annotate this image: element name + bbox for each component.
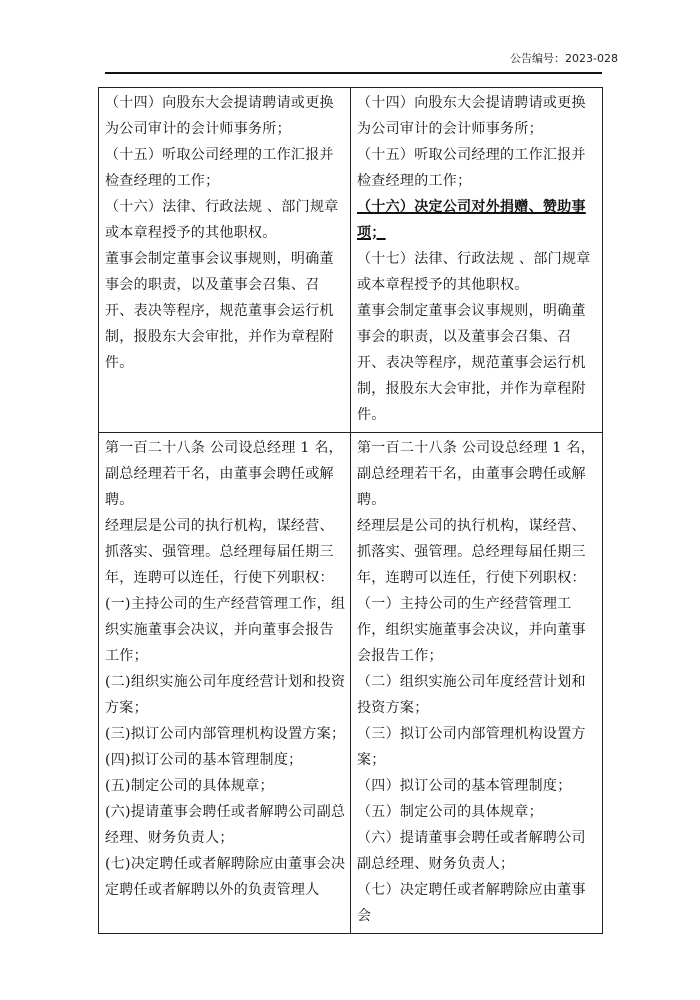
- power-6-revised: （六）提请董事会聘任或者解聘公司副总经理、财务负责人；: [357, 830, 586, 872]
- board-rules-paragraph-original: 董事会制定董事会议事规则，明确董事会的职责，以及董事会召集、召开、表决等程序，规范董事会运行机制，报股东大会审批，并作为章程附件。: [105, 251, 334, 371]
- management-paragraph-original: 经理层是公司的执行机构，谋经营、抓落实、强管理。总经理每届任期三年，连聘可以连任，行使下列职权：: [105, 518, 334, 586]
- power-4-revised: （四）拟订公司的基本管理制度；: [357, 778, 572, 794]
- power-6-original: (六)提请董事会聘任或者解聘公司副总经理、财务负责人；: [105, 804, 346, 846]
- table-row: [99, 88, 603, 433]
- power-3-original: (三)拟订公司内部管理机构设置方案；: [105, 726, 346, 742]
- power-5-revised: （五）制定公司的具体规章；: [357, 804, 543, 820]
- table-row: [99, 433, 603, 934]
- clause-17-revised: （十七）法律、行政法规 、部门规章或本章程授予的其他职权。: [357, 251, 591, 293]
- power-5-original: (五)制定公司的具体规章；: [105, 778, 274, 794]
- clause-14-original: （十四）向股东大会提请聘请或更换为公司审计的会计师事务所；: [105, 95, 334, 137]
- article-128-original: 第一百二十八条 公司设总经理 1 名，副总经理若干名，由董事会聘任或解聘。: [105, 440, 343, 508]
- management-paragraph-revised: 经理层是公司的执行机构，谋经营、抓落实、强管理。总经理每届任期三年，连聘可以连任，行使下列职权：: [357, 518, 586, 586]
- power-4-original: (四)拟订公司的基本管理制度；: [105, 752, 303, 768]
- revised-text-cell: [351, 433, 603, 934]
- revised-text-cell: [351, 88, 603, 433]
- announcement-number: 公告编号：2023-028: [510, 52, 618, 65]
- original-text-cell: [99, 433, 351, 934]
- board-rules-paragraph-revised: 董事会制定董事会议事规则，明确董事会的职责，以及董事会召集、召开、表决等程序，规范董事会运行机制，报股东大会审批，并作为章程附件。: [357, 303, 586, 423]
- power-2-original: (二)组织实施公司年度经营计划和投资方案；: [105, 674, 346, 716]
- comparison-table: [98, 87, 603, 934]
- clause-15-original: （十五）听取公司经理的工作汇报并检查经理的工作；: [105, 147, 334, 189]
- power-2-revised: （二）组织实施公司年度经营计划和投资方案；: [357, 674, 586, 716]
- header-divider: [105, 72, 602, 74]
- original-text-cell: [99, 88, 351, 433]
- clause-16-original: （十六）法律、行政法规 、部门规章或本章程授予的其他职权。: [105, 199, 339, 241]
- power-3-revised: （三）拟订公司内部管理机构设置方案；: [357, 726, 586, 768]
- clause-14-revised: （十四）向股东大会提请聘请或更换为公司审计的会计师事务所；: [357, 95, 586, 137]
- clause-15-revised: （十五）听取公司经理的工作汇报并检查经理的工作；: [357, 147, 586, 189]
- power-7-revised: （七）决定聘任或者解聘除应由董事会: [357, 882, 586, 924]
- article-128-revised: 第一百二十八条 公司设总经理 1 名，副总经理若干名，由董事会聘任或解聘。: [357, 440, 595, 508]
- power-1-original: (一)主持公司的生产经营管理工作，组织实施董事会决议，并向董事会报告工作；: [105, 596, 346, 664]
- clause-16-revised-added: （十六）决定公司对外捐赠、赞助事项；: [357, 199, 586, 241]
- power-1-revised: （一）主持公司的生产经营管理工作，组织实施董事会决议，并向董事会报告工作；: [357, 596, 586, 664]
- power-7-original: (七)决定聘任或者解聘除应由董事会决定聘任或者解聘以外的负责管理人: [105, 856, 346, 898]
